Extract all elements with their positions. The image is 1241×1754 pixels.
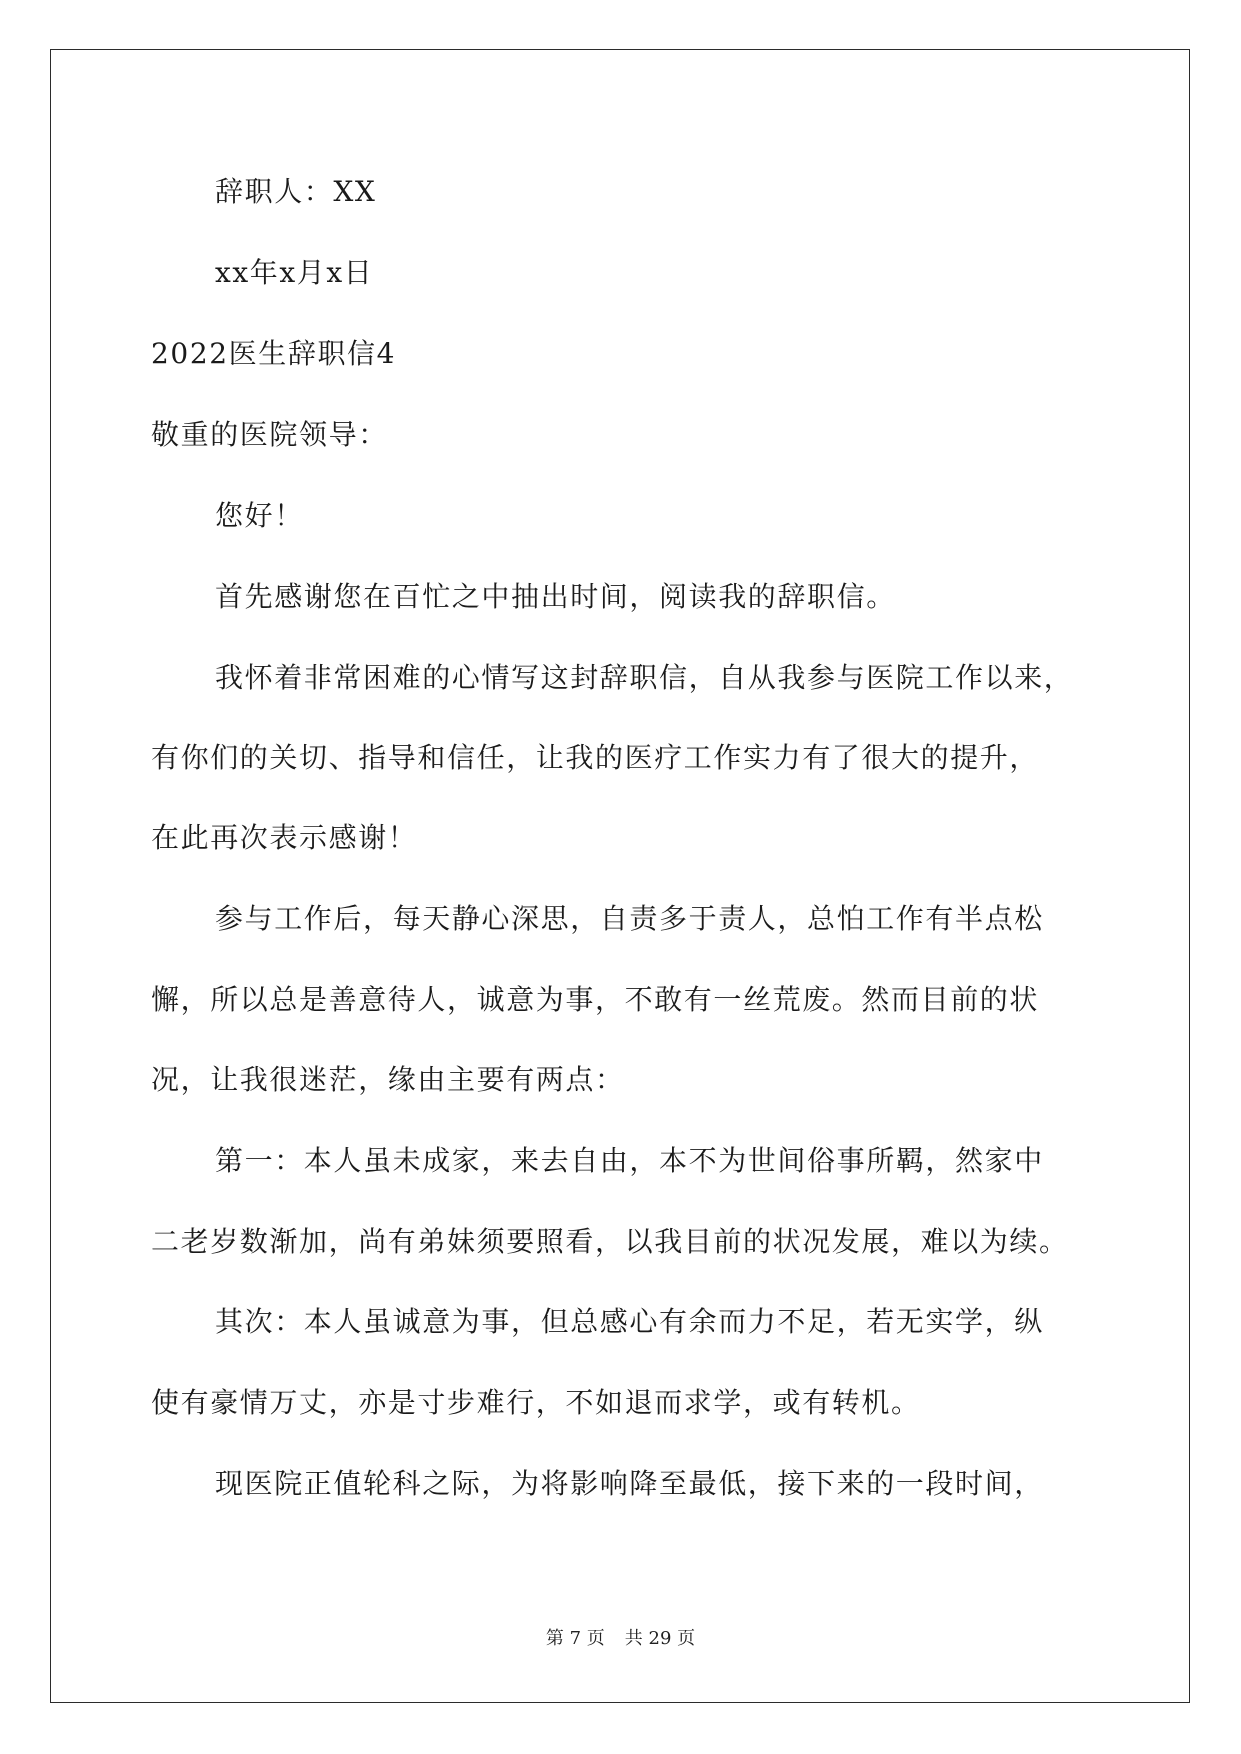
paragraph-line: 况，让我很迷茫，缘由主要有两点： bbox=[151, 1063, 625, 1096]
date-line: xx年x月x日 bbox=[215, 256, 374, 289]
page-number: 第 7 页 bbox=[545, 1628, 605, 1649]
page-border bbox=[50, 49, 1190, 1703]
signature-line: 辞职人：XX bbox=[215, 175, 377, 208]
paragraph-line: 第一：本人虽未成家，来去自由，本不为世间俗事所羁，然家中 bbox=[215, 1144, 1044, 1177]
paragraph-line: 二老岁数渐加，尚有弟妹须要照看，以我目前的状况发展，难以为续。 bbox=[151, 1225, 1069, 1258]
paragraph-line: 我怀着非常困难的心情写这封辞职信，自从我参与医院工作以来， bbox=[215, 661, 1074, 694]
paragraph-line: 使有豪情万丈，亦是寸步难行，不如退而求学，或有转机。 bbox=[151, 1386, 921, 1419]
page-footer bbox=[0, 1627, 1241, 1651]
paragraph-line: 首先感谢您在百忙之中抽出时间，阅读我的辞职信。 bbox=[215, 580, 896, 613]
salutation: 敬重的医院领导： bbox=[151, 418, 388, 451]
paragraph-line: 有你们的关切、指导和信任，让我的医疗工作实力有了很大的提升， bbox=[151, 741, 1040, 774]
paragraph-line: 懈，所以总是善意待人，诚意为事，不敢有一丝荒废。然而目前的状 bbox=[151, 983, 1040, 1016]
letter-title: 2022医生辞职信4 bbox=[151, 337, 397, 370]
greeting: 您好！ bbox=[215, 499, 304, 532]
paragraph-line: 在此再次表示感谢！ bbox=[151, 821, 418, 854]
paragraph-line: 其次：本人虽诚意为事，但总感心有余而力不足，若无实学，纵 bbox=[215, 1305, 1044, 1338]
paragraph-line: 现医院正值轮科之际，为将影响降至最低，接下来的一段时间， bbox=[215, 1467, 1044, 1500]
paragraph-line: 参与工作后，每天静心深思，自责多于责人，总怕工作有半点松 bbox=[215, 902, 1044, 935]
page-total: 共 29 页 bbox=[624, 1628, 696, 1649]
